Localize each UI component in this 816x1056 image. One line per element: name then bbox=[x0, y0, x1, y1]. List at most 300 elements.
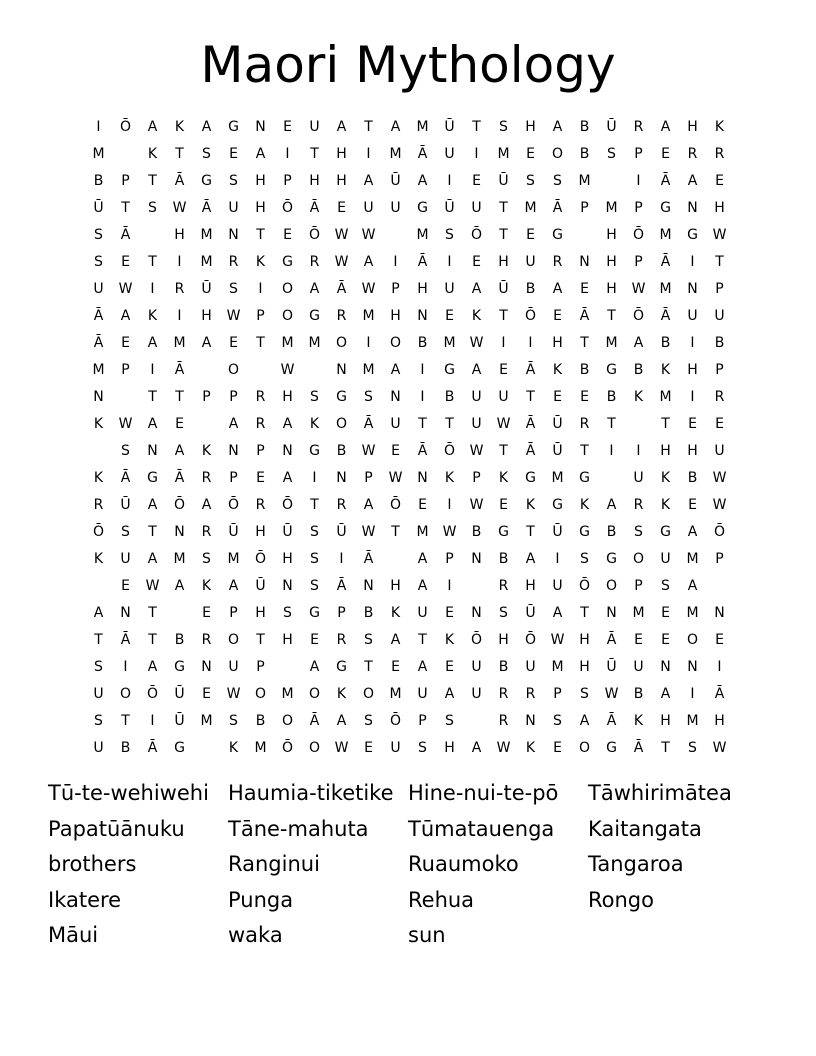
grid-cell[interactable]: A bbox=[390, 118, 401, 135]
grid-cell[interactable]: O bbox=[281, 280, 294, 297]
grid-cell[interactable]: B bbox=[687, 469, 698, 486]
grid-cell[interactable]: Ō bbox=[281, 496, 294, 513]
grid-cell[interactable]: I bbox=[177, 307, 182, 324]
grid-cell[interactable]: Ā bbox=[93, 334, 104, 351]
grid-cell[interactable]: T bbox=[121, 712, 130, 729]
grid-cell[interactable]: E bbox=[580, 280, 589, 297]
grid-cell[interactable]: Ā bbox=[606, 712, 617, 729]
grid-cell[interactable]: A bbox=[417, 658, 428, 675]
grid-cell[interactable]: I bbox=[690, 253, 695, 270]
grid-cell[interactable]: B bbox=[120, 739, 131, 756]
grid-cell[interactable]: R bbox=[552, 253, 563, 270]
grid-cell[interactable] bbox=[85, 572, 112, 599]
grid-cell[interactable]: G bbox=[174, 739, 185, 756]
grid-cell[interactable]: H bbox=[390, 577, 401, 594]
grid-cell[interactable]: S bbox=[310, 577, 319, 594]
grid-cell[interactable]: A bbox=[147, 658, 158, 675]
grid-cell[interactable]: N bbox=[201, 658, 212, 675]
grid-cell[interactable]: E bbox=[634, 631, 643, 648]
grid-cell[interactable]: H bbox=[579, 631, 590, 648]
grid-cell[interactable]: N bbox=[255, 118, 266, 135]
grid-cell[interactable]: K bbox=[147, 145, 158, 162]
grid-cell[interactable]: U bbox=[633, 469, 644, 486]
grid-cell[interactable]: H bbox=[174, 226, 185, 243]
grid-cell[interactable]: U bbox=[525, 658, 536, 675]
grid-cell[interactable]: M bbox=[416, 523, 429, 540]
grid-cell[interactable]: Ā bbox=[336, 280, 347, 297]
grid-cell[interactable]: S bbox=[94, 253, 103, 270]
grid-cell[interactable]: A bbox=[687, 577, 698, 594]
grid-cell[interactable]: I bbox=[150, 361, 155, 378]
grid-cell[interactable]: B bbox=[714, 334, 725, 351]
grid-cell[interactable]: R bbox=[714, 388, 725, 405]
grid-cell[interactable]: K bbox=[552, 361, 563, 378]
grid-cell[interactable]: O bbox=[632, 550, 645, 567]
grid-cell[interactable]: M bbox=[281, 685, 294, 702]
grid-cell[interactable]: E bbox=[283, 226, 292, 243]
grid-cell[interactable]: M bbox=[416, 226, 429, 243]
grid-cell[interactable] bbox=[598, 167, 625, 194]
grid-cell[interactable]: U bbox=[390, 415, 401, 432]
grid-cell[interactable]: I bbox=[474, 145, 479, 162]
grid-cell[interactable]: M bbox=[389, 685, 402, 702]
grid-cell[interactable]: Ō bbox=[632, 307, 645, 324]
grid-cell[interactable]: N bbox=[687, 658, 698, 675]
grid-cell[interactable]: M bbox=[551, 658, 564, 675]
grid-cell[interactable]: Ū bbox=[498, 280, 509, 297]
grid-cell[interactable]: A bbox=[390, 361, 401, 378]
grid-cell[interactable]: T bbox=[148, 604, 157, 621]
grid-cell[interactable]: W bbox=[388, 469, 403, 486]
grid-cell[interactable]: O bbox=[227, 361, 240, 378]
grid-cell[interactable]: N bbox=[282, 442, 293, 459]
grid-cell[interactable]: Ā bbox=[336, 577, 347, 594]
grid-cell[interactable]: T bbox=[256, 226, 265, 243]
grid-cell[interactable]: A bbox=[687, 523, 698, 540]
grid-cell[interactable]: I bbox=[366, 145, 371, 162]
grid-cell[interactable]: W bbox=[361, 523, 376, 540]
grid-cell[interactable]: M bbox=[551, 469, 564, 486]
grid-cell[interactable]: T bbox=[580, 442, 589, 459]
grid-cell[interactable]: M bbox=[659, 226, 672, 243]
grid-cell[interactable]: K bbox=[633, 388, 644, 405]
grid-cell[interactable]: Ū bbox=[390, 172, 401, 189]
grid-cell[interactable]: H bbox=[660, 442, 671, 459]
grid-cell[interactable]: S bbox=[229, 280, 238, 297]
grid-cell[interactable]: E bbox=[715, 631, 724, 648]
grid-cell[interactable]: Ā bbox=[525, 361, 536, 378]
grid-cell[interactable]: G bbox=[606, 361, 617, 378]
grid-cell[interactable]: P bbox=[256, 658, 265, 675]
grid-cell[interactable]: S bbox=[121, 442, 130, 459]
grid-cell[interactable]: I bbox=[123, 658, 128, 675]
grid-cell[interactable]: G bbox=[579, 469, 590, 486]
grid-cell[interactable]: R bbox=[336, 496, 347, 513]
grid-cell[interactable]: E bbox=[445, 658, 454, 675]
grid-cell[interactable]: A bbox=[660, 685, 671, 702]
grid-cell[interactable]: B bbox=[606, 388, 617, 405]
grid-cell[interactable]: A bbox=[201, 496, 212, 513]
grid-cell[interactable]: H bbox=[525, 577, 536, 594]
grid-cell[interactable]: R bbox=[336, 307, 347, 324]
grid-cell[interactable]: E bbox=[688, 415, 697, 432]
grid-cell[interactable]: A bbox=[606, 496, 617, 513]
grid-cell[interactable]: O bbox=[335, 334, 348, 351]
grid-cell[interactable]: K bbox=[228, 739, 239, 756]
grid-cell[interactable]: Ō bbox=[632, 226, 645, 243]
grid-cell[interactable]: E bbox=[499, 496, 508, 513]
grid-cell[interactable]: K bbox=[336, 685, 347, 702]
grid-cell[interactable]: M bbox=[686, 550, 699, 567]
grid-cell[interactable]: E bbox=[472, 172, 481, 189]
grid-cell[interactable]: W bbox=[442, 523, 457, 540]
grid-cell[interactable]: O bbox=[605, 577, 618, 594]
grid-cell[interactable]: I bbox=[339, 550, 344, 567]
grid-cell[interactable]: H bbox=[444, 739, 455, 756]
grid-cell[interactable]: M bbox=[578, 172, 591, 189]
grid-cell[interactable]: O bbox=[119, 685, 132, 702]
grid-cell[interactable]: A bbox=[147, 334, 158, 351]
grid-cell[interactable]: W bbox=[496, 415, 511, 432]
grid-cell[interactable]: T bbox=[607, 307, 616, 324]
grid-cell[interactable]: K bbox=[714, 118, 725, 135]
grid-cell[interactable]: W bbox=[712, 496, 727, 513]
grid-cell[interactable]: P bbox=[418, 712, 427, 729]
grid-cell[interactable]: T bbox=[148, 253, 157, 270]
grid-cell[interactable]: H bbox=[660, 712, 671, 729]
grid-cell[interactable]: H bbox=[606, 280, 617, 297]
grid-cell[interactable]: Ā bbox=[417, 442, 428, 459]
grid-cell[interactable]: H bbox=[525, 118, 536, 135]
grid-cell[interactable]: W bbox=[361, 226, 376, 243]
grid-cell[interactable]: W bbox=[226, 307, 241, 324]
grid-cell[interactable]: U bbox=[471, 199, 482, 216]
grid-cell[interactable]: O bbox=[227, 631, 240, 648]
grid-cell[interactable]: A bbox=[471, 739, 482, 756]
grid-cell[interactable]: R bbox=[255, 496, 266, 513]
grid-cell[interactable]: Ō bbox=[443, 442, 456, 459]
grid-cell[interactable] bbox=[193, 410, 220, 437]
grid-cell[interactable]: H bbox=[309, 172, 320, 189]
grid-cell[interactable] bbox=[463, 572, 490, 599]
grid-cell[interactable]: N bbox=[417, 307, 428, 324]
grid-cell[interactable]: R bbox=[201, 469, 212, 486]
grid-cell[interactable]: Ū bbox=[228, 523, 239, 540]
grid-cell[interactable]: I bbox=[636, 442, 641, 459]
grid-cell[interactable]: E bbox=[715, 172, 724, 189]
grid-cell[interactable]: H bbox=[390, 307, 401, 324]
grid-cell[interactable]: Ū bbox=[255, 577, 266, 594]
grid-cell[interactable]: N bbox=[660, 658, 671, 675]
grid-cell[interactable]: Ū bbox=[174, 712, 185, 729]
grid-cell[interactable]: N bbox=[174, 523, 185, 540]
grid-cell[interactable]: I bbox=[528, 334, 533, 351]
grid-cell[interactable]: E bbox=[121, 577, 130, 594]
grid-cell[interactable]: B bbox=[633, 361, 644, 378]
grid-cell[interactable]: H bbox=[498, 631, 509, 648]
grid-cell[interactable]: W bbox=[469, 334, 484, 351]
grid-cell[interactable]: B bbox=[606, 523, 617, 540]
grid-cell[interactable]: N bbox=[120, 604, 131, 621]
grid-cell[interactable]: N bbox=[687, 199, 698, 216]
grid-cell[interactable]: O bbox=[389, 334, 402, 351]
grid-cell[interactable]: O bbox=[281, 712, 294, 729]
grid-cell[interactable]: Ā bbox=[606, 631, 617, 648]
grid-cell[interactable]: U bbox=[687, 307, 698, 324]
grid-cell[interactable]: I bbox=[312, 469, 317, 486]
grid-cell[interactable]: G bbox=[525, 469, 536, 486]
grid-cell[interactable]: S bbox=[202, 550, 211, 567]
grid-cell[interactable]: T bbox=[256, 334, 265, 351]
grid-cell[interactable]: S bbox=[310, 523, 319, 540]
grid-cell[interactable]: I bbox=[501, 334, 506, 351]
grid-cell[interactable]: W bbox=[361, 280, 376, 297]
grid-cell[interactable]: Ā bbox=[660, 253, 671, 270]
grid-cell[interactable]: E bbox=[364, 739, 373, 756]
grid-cell[interactable]: S bbox=[607, 145, 616, 162]
grid-cell[interactable]: E bbox=[121, 253, 130, 270]
grid-cell[interactable]: A bbox=[147, 550, 158, 567]
grid-cell[interactable]: T bbox=[310, 496, 319, 513]
grid-cell[interactable]: W bbox=[631, 280, 646, 297]
grid-cell[interactable]: T bbox=[148, 388, 157, 405]
grid-cell[interactable]: P bbox=[715, 550, 724, 567]
grid-cell[interactable]: I bbox=[717, 658, 722, 675]
grid-cell[interactable]: Ō bbox=[281, 199, 294, 216]
grid-cell[interactable]: U bbox=[633, 658, 644, 675]
grid-cell[interactable]: W bbox=[550, 631, 565, 648]
grid-cell[interactable]: S bbox=[553, 712, 562, 729]
grid-cell[interactable]: P bbox=[715, 280, 724, 297]
grid-cell[interactable]: A bbox=[633, 334, 644, 351]
grid-cell[interactable]: E bbox=[499, 361, 508, 378]
grid-cell[interactable]: A bbox=[417, 550, 428, 567]
grid-cell[interactable]: A bbox=[228, 577, 239, 594]
grid-cell[interactable]: U bbox=[228, 199, 239, 216]
grid-cell[interactable]: K bbox=[525, 739, 536, 756]
grid-cell[interactable]: T bbox=[391, 523, 400, 540]
grid-cell[interactable]: B bbox=[579, 145, 590, 162]
grid-cell[interactable]: R bbox=[687, 145, 698, 162]
grid-cell[interactable]: U bbox=[390, 739, 401, 756]
grid-cell[interactable]: A bbox=[471, 361, 482, 378]
grid-cell[interactable]: R bbox=[255, 388, 266, 405]
grid-cell[interactable]: M bbox=[659, 388, 672, 405]
grid-cell[interactable]: Ā bbox=[660, 172, 671, 189]
grid-cell[interactable]: E bbox=[553, 388, 562, 405]
grid-cell[interactable]: S bbox=[661, 577, 670, 594]
grid-cell[interactable]: A bbox=[552, 604, 563, 621]
grid-cell[interactable]: E bbox=[661, 145, 670, 162]
grid-cell[interactable]: T bbox=[175, 145, 184, 162]
grid-cell[interactable]: Ō bbox=[470, 631, 483, 648]
grid-cell[interactable]: Ō bbox=[227, 496, 240, 513]
grid-cell[interactable]: T bbox=[715, 253, 724, 270]
grid-cell[interactable]: I bbox=[447, 496, 452, 513]
grid-cell[interactable]: Ā bbox=[579, 307, 590, 324]
grid-cell[interactable]: I bbox=[447, 253, 452, 270]
grid-cell[interactable]: I bbox=[285, 145, 290, 162]
grid-cell[interactable]: N bbox=[228, 442, 239, 459]
grid-cell[interactable]: P bbox=[256, 442, 265, 459]
grid-cell[interactable]: P bbox=[553, 685, 562, 702]
grid-cell[interactable]: T bbox=[148, 172, 157, 189]
grid-cell[interactable]: T bbox=[499, 307, 508, 324]
grid-cell[interactable] bbox=[571, 221, 598, 248]
grid-cell[interactable]: Ā bbox=[120, 226, 131, 243]
grid-cell[interactable]: A bbox=[147, 415, 158, 432]
grid-cell[interactable]: T bbox=[526, 523, 535, 540]
grid-cell[interactable] bbox=[193, 734, 220, 761]
grid-cell[interactable]: A bbox=[336, 118, 347, 135]
grid-cell[interactable]: B bbox=[471, 523, 482, 540]
grid-cell[interactable]: I bbox=[636, 172, 641, 189]
grid-cell[interactable]: M bbox=[254, 739, 267, 756]
grid-cell[interactable]: O bbox=[578, 739, 591, 756]
grid-cell[interactable] bbox=[382, 221, 409, 248]
grid-cell[interactable]: E bbox=[580, 388, 589, 405]
grid-cell[interactable]: O bbox=[362, 685, 375, 702]
grid-cell[interactable] bbox=[85, 437, 112, 464]
grid-cell[interactable]: A bbox=[309, 280, 320, 297]
grid-cell[interactable]: K bbox=[633, 712, 644, 729]
grid-cell[interactable]: S bbox=[418, 739, 427, 756]
grid-cell[interactable]: E bbox=[445, 604, 454, 621]
grid-cell[interactable]: H bbox=[255, 199, 266, 216]
grid-cell[interactable]: N bbox=[471, 604, 482, 621]
grid-cell[interactable]: A bbox=[444, 685, 455, 702]
grid-cell[interactable]: E bbox=[391, 442, 400, 459]
grid-cell[interactable] bbox=[463, 707, 490, 734]
grid-cell[interactable]: Ō bbox=[524, 307, 537, 324]
grid-cell[interactable]: A bbox=[147, 496, 158, 513]
grid-cell[interactable]: M bbox=[443, 334, 456, 351]
grid-cell[interactable]: R bbox=[201, 523, 212, 540]
grid-cell[interactable]: I bbox=[690, 334, 695, 351]
grid-cell[interactable]: W bbox=[334, 739, 349, 756]
grid-cell[interactable]: Ā bbox=[714, 685, 725, 702]
grid-cell[interactable]: U bbox=[444, 280, 455, 297]
grid-cell[interactable]: K bbox=[660, 469, 671, 486]
grid-cell[interactable]: W bbox=[469, 442, 484, 459]
grid-cell[interactable]: E bbox=[715, 415, 724, 432]
grid-cell[interactable]: Ā bbox=[633, 739, 644, 756]
grid-cell[interactable]: G bbox=[174, 658, 185, 675]
grid-cell[interactable]: M bbox=[308, 334, 321, 351]
grid-cell[interactable]: B bbox=[255, 712, 266, 729]
grid-cell[interactable]: Ā bbox=[363, 550, 374, 567]
grid-cell[interactable]: A bbox=[687, 172, 698, 189]
grid-cell[interactable]: U bbox=[471, 415, 482, 432]
grid-cell[interactable]: T bbox=[148, 523, 157, 540]
grid-cell[interactable]: N bbox=[336, 469, 347, 486]
grid-cell[interactable]: T bbox=[580, 334, 589, 351]
grid-cell[interactable]: W bbox=[334, 226, 349, 243]
grid-cell[interactable]: M bbox=[632, 604, 645, 621]
grid-cell[interactable]: A bbox=[309, 658, 320, 675]
grid-cell[interactable]: N bbox=[714, 604, 725, 621]
grid-cell[interactable]: Ā bbox=[552, 199, 563, 216]
grid-cell[interactable]: G bbox=[336, 658, 347, 675]
grid-cell[interactable]: B bbox=[525, 280, 536, 297]
grid-cell[interactable]: H bbox=[714, 712, 725, 729]
grid-cell[interactable]: H bbox=[282, 388, 293, 405]
grid-cell[interactable]: Ā bbox=[417, 145, 428, 162]
grid-cell[interactable]: Ū bbox=[552, 523, 563, 540]
grid-cell[interactable]: W bbox=[712, 469, 727, 486]
grid-cell[interactable]: H bbox=[282, 550, 293, 567]
grid-cell[interactable]: U bbox=[498, 388, 509, 405]
grid-cell[interactable]: K bbox=[444, 469, 455, 486]
grid-cell[interactable]: M bbox=[389, 145, 402, 162]
grid-cell[interactable]: I bbox=[177, 253, 182, 270]
grid-cell[interactable]: P bbox=[256, 307, 265, 324]
grid-cell[interactable]: T bbox=[175, 388, 184, 405]
grid-cell[interactable]: A bbox=[174, 577, 185, 594]
grid-cell[interactable]: Ō bbox=[92, 523, 105, 540]
grid-cell[interactable]: K bbox=[93, 469, 104, 486]
grid-cell[interactable]: G bbox=[309, 307, 320, 324]
grid-cell[interactable]: R bbox=[498, 712, 509, 729]
grid-cell[interactable]: R bbox=[525, 685, 536, 702]
grid-cell[interactable]: K bbox=[660, 496, 671, 513]
grid-cell[interactable]: R bbox=[714, 145, 725, 162]
grid-cell[interactable]: H bbox=[606, 226, 617, 243]
grid-cell[interactable]: R bbox=[633, 118, 644, 135]
grid-cell[interactable]: A bbox=[201, 334, 212, 351]
grid-cell[interactable]: I bbox=[609, 442, 614, 459]
grid-cell[interactable]: I bbox=[690, 685, 695, 702]
grid-cell[interactable]: Ā bbox=[147, 739, 158, 756]
grid-cell[interactable]: B bbox=[660, 334, 671, 351]
grid-cell[interactable]: T bbox=[94, 631, 103, 648]
grid-cell[interactable]: H bbox=[255, 523, 266, 540]
grid-cell[interactable]: S bbox=[688, 739, 697, 756]
grid-cell[interactable]: M bbox=[659, 280, 672, 297]
grid-cell[interactable]: E bbox=[661, 631, 670, 648]
grid-cell[interactable]: P bbox=[445, 550, 454, 567]
grid-cell[interactable]: P bbox=[472, 469, 481, 486]
grid-cell[interactable]: E bbox=[202, 685, 211, 702]
grid-cell[interactable]: I bbox=[420, 361, 425, 378]
grid-cell[interactable]: G bbox=[147, 469, 158, 486]
grid-cell[interactable]: M bbox=[92, 361, 105, 378]
grid-cell[interactable]: S bbox=[310, 550, 319, 567]
grid-cell[interactable]: M bbox=[605, 334, 618, 351]
grid-cell[interactable]: T bbox=[418, 415, 427, 432]
grid-cell[interactable]: W bbox=[145, 577, 160, 594]
grid-cell[interactable]: I bbox=[366, 334, 371, 351]
grid-cell[interactable]: Ō bbox=[389, 712, 402, 729]
grid-cell[interactable]: S bbox=[445, 712, 454, 729]
grid-cell[interactable]: W bbox=[172, 199, 187, 216]
grid-cell[interactable]: N bbox=[417, 469, 428, 486]
grid-cell[interactable]: A bbox=[363, 496, 374, 513]
grid-cell[interactable]: E bbox=[229, 145, 238, 162]
grid-cell[interactable]: Ō bbox=[308, 226, 321, 243]
grid-cell[interactable]: U bbox=[471, 658, 482, 675]
grid-cell[interactable]: G bbox=[498, 523, 509, 540]
grid-cell[interactable] bbox=[112, 140, 139, 167]
grid-cell[interactable]: B bbox=[579, 361, 590, 378]
grid-cell[interactable]: H bbox=[417, 280, 428, 297]
grid-cell[interactable]: N bbox=[687, 280, 698, 297]
grid-cell[interactable]: G bbox=[444, 361, 455, 378]
grid-cell[interactable]: O bbox=[551, 145, 564, 162]
grid-cell[interactable]: P bbox=[121, 361, 130, 378]
grid-cell[interactable]: Ū bbox=[174, 685, 185, 702]
grid-cell[interactable]: U bbox=[417, 685, 428, 702]
